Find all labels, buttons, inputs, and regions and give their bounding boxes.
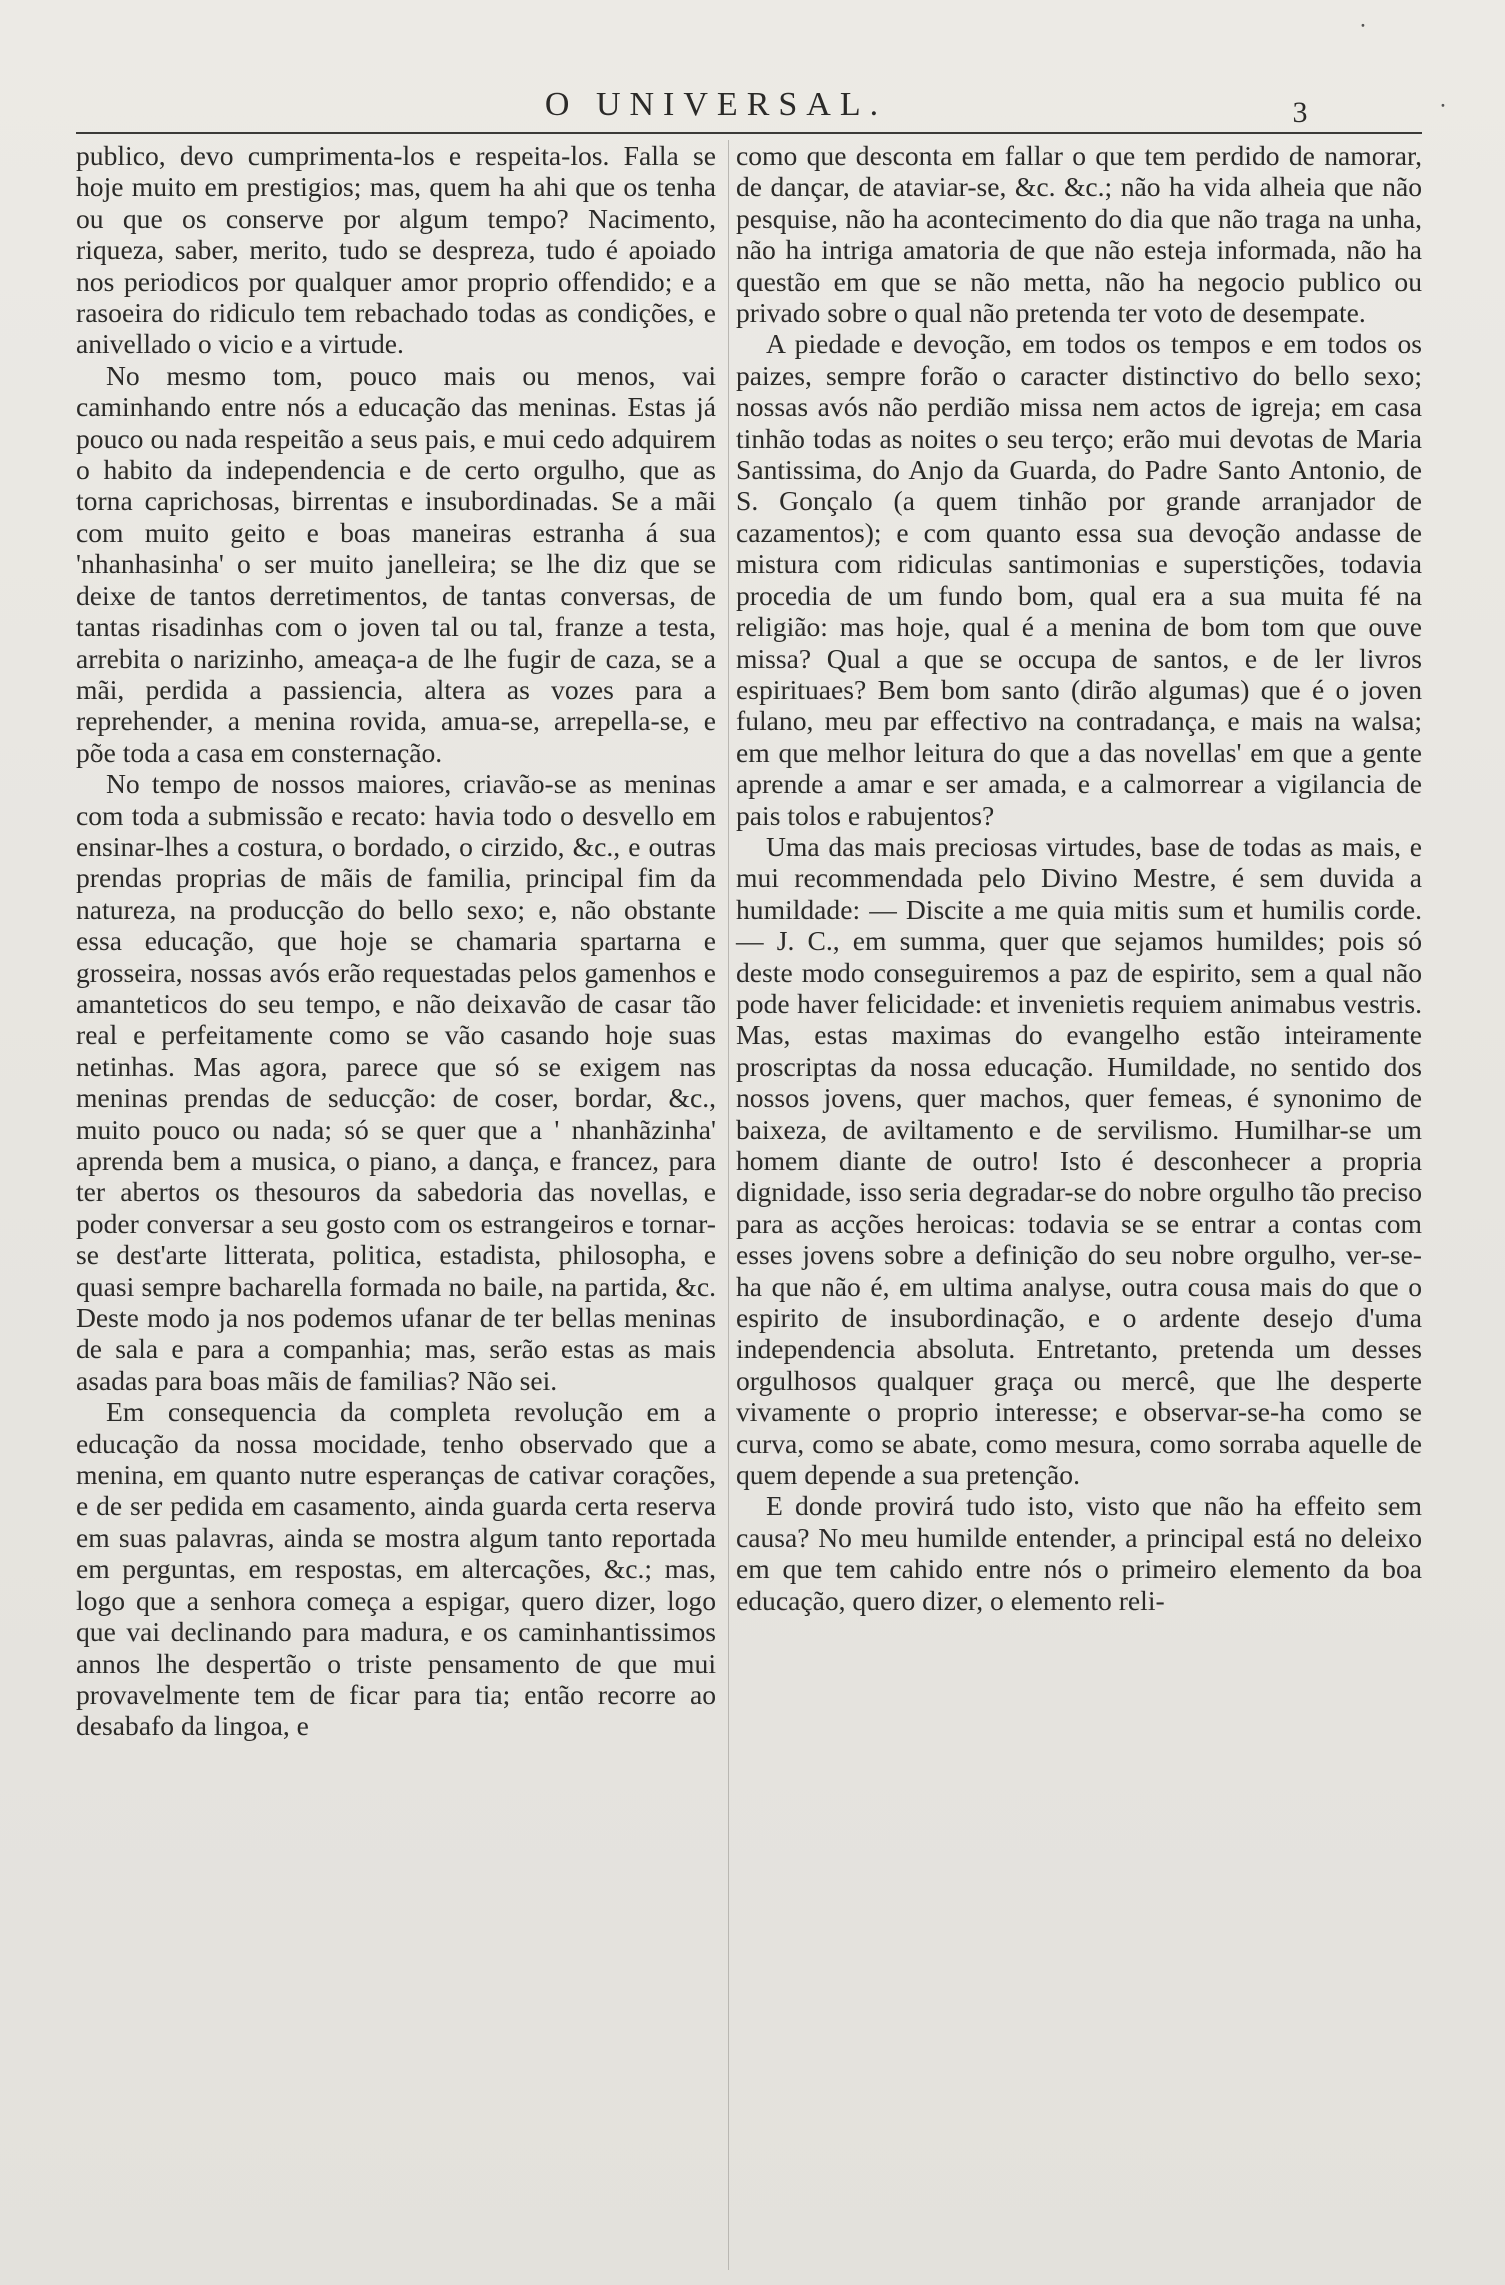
paragraph: Uma das mais preciosas virtudes, base de todas as mais, e mui recommendada pelo Divino Mestre, é sem duvida a humildade: — Discite a me quia mitis sum et humilis corde. — J. C., em summa, quer que sejamos humildes; pois só deste modo conseguiremos a paz de espirito, sem a qual não pode haver felicidade: et invenietis requiem animabus vestris. Mas, estas maximas do evangelho estão inteiramente proscriptas da nossa educação. Humildade, no sentido dos nossos jovens, quer machos, quer femeas, é synonimo de baixeza, de aviltamento e de servilismo. Humilhar-se um homem diante de outro! Isto é desconhecer a propria dignidade, isso seria degradar-se do nobre orgulho tão preciso para as acções heroicas: todavia se se entrar a contas com esses jovens sobre a definição do seu nobre orgulho, ver-se-ha que não é, em ultima analyse, outra cousa mais do que o espirito de insubordinação, e o ardente desejo d'uma independencia absoluta. Entretanto, pretenda um desses orgulhosos qualquer graça ou mercê, que lhe desperte vivamente o proprio interesse; e observar-se-ha como se curva, como se abate, como mesura, como sorraba aquelle de quem depende a sua pretenção. — [736, 830, 1422, 1491]
right-column — [736, 140, 1422, 1616]
paragraph: A piedade e devoção, em todos os tempos e em todos os paizes, sempre forão o caracter distinctivo do bello sexo; nossas avós não perdião missa nem actos de igreja; em casa tinhão todas as noites o seu terço; erão mui devotas de Maria Santissima, do Anjo da Guarda, do Padre Santo Antonio, de S. Gonçalo (a quem tinhão por grande arranjador de cazamentos); e com quanto essa sua devoção andasse de mistura com ridiculas santimonias e superstições, todavia procedia de um fundo bom, qual era a sua muita fé na religião: mas hoje, qual é a menina de bom tom que ouve missa? Qual a que se occupa de santos, e de ler livros espirituaes? Bem bom santo (dirão algumas) que é o joven fulano, meu par effectivo na contradança, e mais na walsa; em que melhor leitura do que a das novellas' em que a gente aprende a amar e ser amada, e a calmorrear a vigilancia de pais tolos e rabujentos? — [736, 328, 1422, 831]
page-number: 3 — [1292, 96, 1308, 129]
paragraph: E donde provirá tudo isto, visto que não ha effeito sem causa? No meu humilde entender, a principal está no deleixo em que tem cahido entre nós o primeiro elemento da boa educação, quero dizer, o elemento reli- — [736, 1490, 1422, 1616]
paragraph: como que desconta em fallar o que tem perdido de namorar, de dançar, de ataviar-se, &c. &c.; não ha vida alheia que não pesquise, não ha acontecimento do dia que não traga na unha, não ha intriga amatoria de que não esteja informada, não ha questão em que se não metta, não ha negocio publico ou privado sobre o qual não pretenda ter voto de desempate. — [736, 140, 1422, 329]
column-divider — [728, 140, 729, 2270]
newspaper-title: O UNIVERSAL. — [544, 86, 888, 123]
paragraph: No tempo de nossos maiores, criavão-se as meninas com toda a submissão e recato: havia todo o desvello em ensinar-lhes a costura, o bordado, o cirzido, &c., e outras prendas proprias de mãis de familia, principal fim da natureza, na producção do bello sexo; e, não obstante essa educação, que hoje se chamaria spartarna e grosseira, nossas avós erão requestadas pelos gamenhos e amanteticos do seu tempo, e não deixavão de casar tão real e perfeitamente como se vão casando hoje suas netinhas. Mas agora, parece que só se exigem nas meninas prendas de seducção: de coser, bordar, &c., muito pouco ou nada; só se quer que a ' nhanhãzinha' aprenda bem a musica, o piano, a dança, e francez, para ter abertos os thesouros da sabedoria das novellas, e poder conversar a seu gosto com os estrangeiros e tornar-se dest'arte litterata, politica, estadista, philosopha, e quasi sempre bacharella formada no baile, na partida, &c. Deste modo ja nos podemos ufanar de ter bellas meninas de sala e para a companhia; mas, serão estas as mais asadas para boas mãis de familias? Não sei. — [76, 768, 716, 1396]
masthead — [0, 86, 1505, 129]
header-rule — [76, 132, 1422, 134]
paragraph: publico, devo cumprimenta-los e respeita-los. Falla se hoje muito em prestigios; mas, quem ha ahi que os tenha ou que os conserve por algum tempo? Nacimento, riqueza, saber, merito, tudo se despreza, tudo é apoiado nos periodicos por qualquer amor proprio offendido; e a rasoeira do ridiculo tem rebachado todas as condições, e anivellado o vicio e a virtude. — [76, 140, 716, 360]
paragraph: No mesmo tom, pouco mais ou menos, vai caminhando entre nós a educação das meninas. Estas já pouco ou nada respeitão a seus pais, e mui cedo adquirem o habito da independencia e de certo orgulho, que as torna caprichosas, birrentas e insubordinadas. Se a mãi com muito geito e boas maneiras estranha á sua 'nhanhasinha' o ser muito janelleira; se lhe diz que se deixe de tantos derretimentos, de tantas conversas, de tantas risadinhas com o joven tal ou tal, franze a testa, arrebita o narizinho, ameaça-a de lhe fugir de caza, se a mãi, perdida a passiencia, altera as vozes para a reprehender, a menina rovida, amua-se, arrepella-se, e põe toda a casa em consternação. — [76, 359, 716, 768]
paragraph: Em consequencia da completa revolução em a educação da nossa mocidade, tenho observado que a menina, em quanto nutre esperanças de cativar corações, e de ser pedida em casamento, ainda guarda certa reserva em suas palavras, ainda se mostra algum tanto reportada em perguntas, em respostas, em altercações, &c.; mas, logo que a senhora começa a espigar, quero dizer, logo que vai declinando para madura, e os caminhantissimos annos lhe despertão o triste pensamento de que mui provavelmente tem de ficar para tia; então recorre ao desabafo da lingoa, e — [76, 1396, 716, 1742]
ink-speck-icon: ⸱ — [1360, 14, 1366, 39]
left-column — [76, 140, 716, 1742]
ink-speck-icon: ⸱ — [1440, 94, 1446, 119]
